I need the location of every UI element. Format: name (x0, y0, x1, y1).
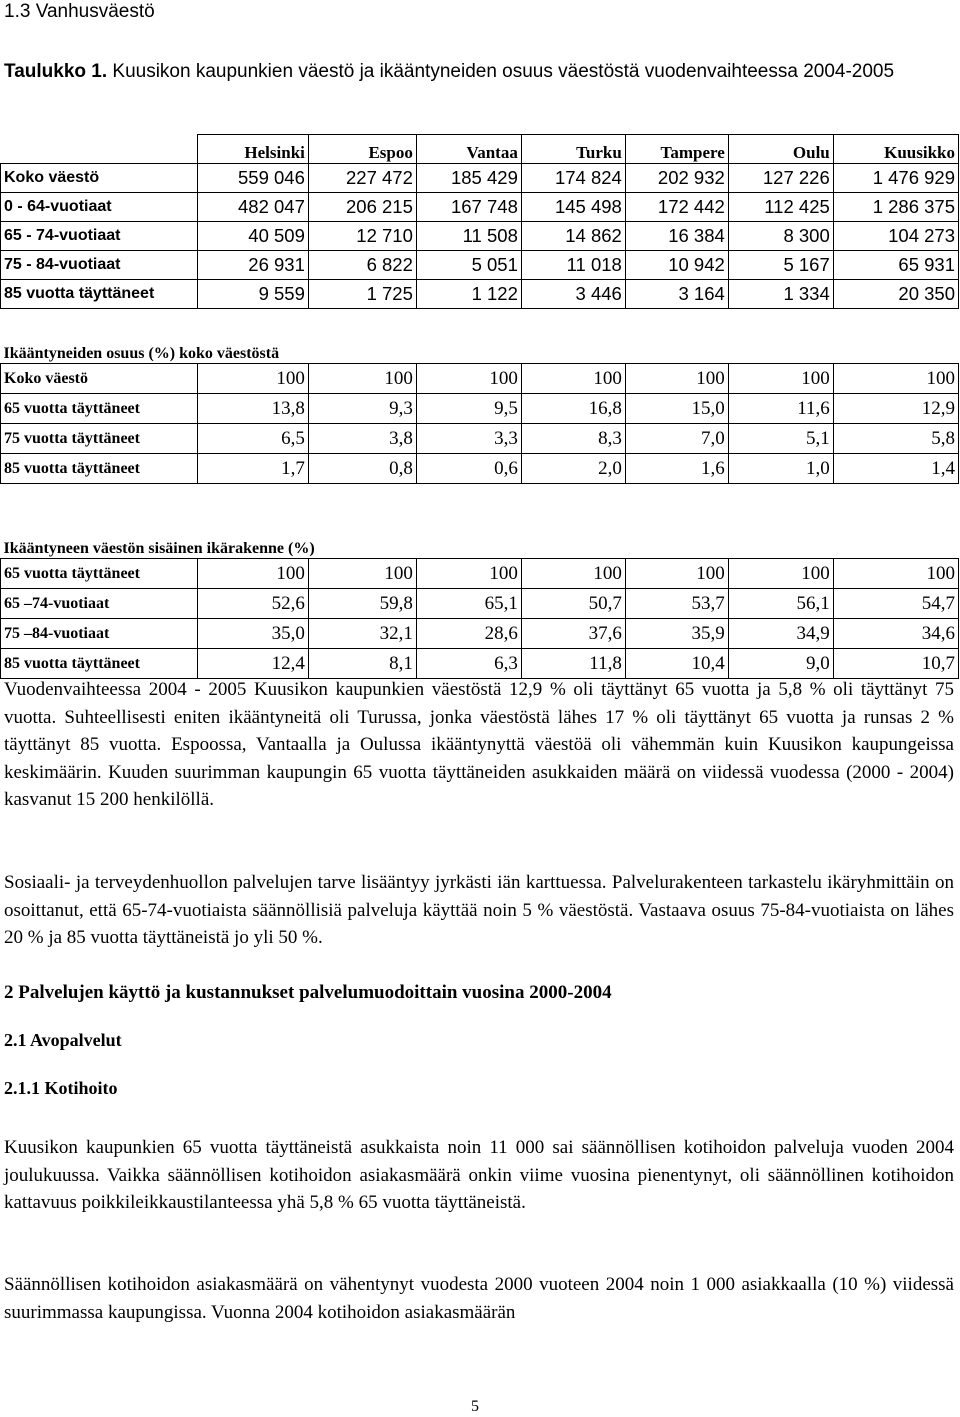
table-row (1, 164, 959, 193)
row-label: Koko väestö (1, 164, 198, 193)
table-cell: 482 047 (197, 193, 308, 222)
section-title: Ikääntyneen väestön sisäinen ikärakenne (%) (3, 540, 315, 557)
table-row (1, 364, 959, 394)
caption-text: Kuusikon kaupunkien väestö ja ikääntyneiden osuus väestöstä vuodenvaihteessa 2004-2005 (112, 61, 895, 82)
table-cell: 100 (197, 364, 308, 394)
row-label: 85 vuotta täyttäneet (1, 280, 198, 309)
table-cell: 15,0 (625, 394, 728, 424)
table-cell: 1,0 (728, 454, 833, 484)
table-cell: 100 (521, 559, 625, 589)
table-cell: 7,0 (625, 424, 728, 454)
table-cell: 6,3 (416, 649, 521, 679)
table-cell: 35,9 (625, 619, 728, 649)
population-table (0, 134, 959, 679)
table-cell: 9 559 (197, 280, 308, 309)
table-row (1, 589, 959, 619)
column-header: Kuusikko (833, 135, 958, 164)
table-cell: 174 824 (521, 164, 625, 193)
table-cell: 227 472 (308, 164, 416, 193)
table-cell: 9,0 (728, 649, 833, 679)
table-cell: 1 334 (728, 280, 833, 309)
table-cell: 0,6 (416, 454, 521, 484)
table-cell: 8 300 (728, 222, 833, 251)
column-header: Tampere (625, 135, 728, 164)
section-gap (1, 484, 959, 523)
column-header: Oulu (728, 135, 833, 164)
table-cell: 1,4 (833, 454, 958, 484)
table-cell: 8,3 (521, 424, 625, 454)
table-cell: 167 748 (416, 193, 521, 222)
table-cell: 8,1 (308, 649, 416, 679)
table-cell: 100 (416, 364, 521, 394)
section-title: 1.3 Vanhusväestö (4, 1, 155, 22)
table-cell: 14 862 (521, 222, 625, 251)
table-cell: 59,8 (308, 589, 416, 619)
table-cell: 5 051 (416, 251, 521, 280)
table-cell: 50,7 (521, 589, 625, 619)
table-cell: 5 167 (728, 251, 833, 280)
table-cell: 202 932 (625, 164, 728, 193)
section-title-row (1, 333, 959, 364)
column-header: Turku (521, 135, 625, 164)
table-cell: 34,6 (833, 619, 958, 649)
table-cell: 100 (625, 364, 728, 394)
table-cell: 52,6 (197, 589, 308, 619)
table-cell: 112 425 (728, 193, 833, 222)
row-label: Koko väestö (1, 364, 198, 394)
table-cell: 100 (833, 559, 958, 589)
table-cell: 10,7 (833, 649, 958, 679)
row-label: 85 vuotta täyttäneet (1, 649, 198, 679)
paragraph-3: Kuusikon kaupunkien 65 vuotta täyttäneistä asukkaista noin 11 000 sai säännöllisen kotihoidon palveluja vuoden 2004 joulukuussa. Vaikka säännöllisen kotihoidon asiakasmäärä onkin viime vuosina pienentynyt, oli säännöllinen kotihoidon kattavuus poikkileikkaustilanteessa yhä 5,8 % 65 vuotta täyttäneistä. (4, 1137, 954, 1213)
table-cell: 185 429 (416, 164, 521, 193)
table-cell: 9,3 (308, 394, 416, 424)
table-cell: 13,8 (197, 394, 308, 424)
row-label: 75 vuotta täyttäneet (1, 424, 198, 454)
table-cell: 11,6 (728, 394, 833, 424)
table-cell: 2,0 (521, 454, 625, 484)
table-cell: 1,6 (625, 454, 728, 484)
table-row (1, 251, 959, 280)
table-cell: 9,5 (416, 394, 521, 424)
table-cell: 3,3 (416, 424, 521, 454)
table-row (1, 394, 959, 424)
table-row (1, 193, 959, 222)
table-cell: 127 226 (728, 164, 833, 193)
table-cell: 100 (625, 559, 728, 589)
table-cell: 559 046 (197, 164, 308, 193)
table-cell: 1 725 (308, 280, 416, 309)
table-cell: 40 509 (197, 222, 308, 251)
table-cell: 145 498 (521, 193, 625, 222)
table-cell: 100 (728, 364, 833, 394)
table-cell: 65,1 (416, 589, 521, 619)
heading-2: 2 Palvelujen käyttö ja kustannukset palvelumuodoittain vuosina 2000-2004 (4, 982, 612, 1003)
row-label: 0 - 64-vuotiaat (1, 193, 198, 222)
table-cell: 100 (197, 559, 308, 589)
table-row (1, 619, 959, 649)
paragraph-1: Vuodenvaihteessa 2004 - 2005 Kuusikon kaupunkien väestöstä 12,9 % oli täyttänyt 65 vuotta ja 5,8 % oli täyttänyt 75 vuotta. Suhteellisesti eniten ikääntyneitä oli Turussa, jonka väestöstä lähes 17 % oli täyttänyt 65 vuotta ja runsas 2 % täyttänyt 85 vuotta. Espoossa, Vantaalla ja Oulussa ikääntynyttä väestöä oli vähemmän kuin Kuusikon kaupungeissa keskimäärin. Kuuden suurimman kaupungin 65 vuotta täyttäneiden asukkaiden määrä on viidessä vuodessa (2000 - 2004) kasvanut 15 200 henkilöllä. (4, 679, 954, 810)
table-cell: 16,8 (521, 394, 625, 424)
table-cell: 6 822 (308, 251, 416, 280)
table-caption (4, 58, 956, 85)
table-cell: 206 215 (308, 193, 416, 222)
paragraph-4: Säännöllisen kotihoidon asiakasmäärä on vähentynyt vuodesta 2000 vuoteen 2004 noin 1 000 asiakkaalla (10 %) viidessä suurimmassa kaupungissa. Vuonna 2004 kotihoidon asiakasmäärän (4, 1274, 954, 1323)
table-cell: 11,8 (521, 649, 625, 679)
table-cell: 100 (833, 364, 958, 394)
table-cell: 100 (308, 364, 416, 394)
table-cell: 100 (521, 364, 625, 394)
page-number: 5 (471, 1398, 479, 1415)
table-cell: 100 (728, 559, 833, 589)
table-cell: 26 931 (197, 251, 308, 280)
caption-label: Taulukko 1. (4, 61, 108, 82)
table-cell: 172 442 (625, 193, 728, 222)
table-cell: 1 286 375 (833, 193, 958, 222)
heading-2-1: 2.1 Avopalvelut (4, 1030, 122, 1050)
table-cell: 100 (416, 559, 521, 589)
table-cell: 54,7 (833, 589, 958, 619)
table-cell: 0,8 (308, 454, 416, 484)
table-cell: 12,9 (833, 394, 958, 424)
table-cell: 100 (308, 559, 416, 589)
table-cell: 53,7 (625, 589, 728, 619)
paragraph-2: Sosiaali- ja terveydenhuollon palvelujen tarve lisääntyy jyrkästi iän karttuessa. Palvelurakenteen tarkastelu ikäryhmittäin on osoittanut, että 65-74-vuotiaista säännöllisiä palveluja käyttää noin 5 % väestöstä. Vastaava osuus 75-84-vuotiaista on lähes 20 % ja 85 vuotta täyttäneistä jo yli 50 %. (4, 872, 954, 948)
table-cell: 1 122 (416, 280, 521, 309)
table-cell: 37,6 (521, 619, 625, 649)
table-header-row (1, 135, 959, 164)
table-cell: 65 931 (833, 251, 958, 280)
table-row (1, 222, 959, 251)
table-cell: 1,7 (197, 454, 308, 484)
table-cell: 5,1 (728, 424, 833, 454)
section-title: Ikääntyneiden osuus (%) koko väestöstä (3, 345, 280, 362)
table-cell: 1 476 929 (833, 164, 958, 193)
table-cell: 56,1 (728, 589, 833, 619)
table-row (1, 559, 959, 589)
table-row (1, 649, 959, 679)
row-label: 65 vuotta täyttäneet (1, 559, 198, 589)
table-cell: 5,8 (833, 424, 958, 454)
table-row (1, 280, 959, 309)
table-cell: 3 446 (521, 280, 625, 309)
row-label: 75 - 84-vuotiaat (1, 251, 198, 280)
column-header: Vantaa (416, 135, 521, 164)
row-label: 75 –84-vuotiaat (1, 619, 198, 649)
row-label: 65 vuotta täyttäneet (1, 394, 198, 424)
table-cell: 35,0 (197, 619, 308, 649)
table-cell: 20 350 (833, 280, 958, 309)
table-cell: 104 273 (833, 222, 958, 251)
table-cell: 28,6 (416, 619, 521, 649)
column-header: Helsinki (197, 135, 308, 164)
table-cell: 16 384 (625, 222, 728, 251)
table-row (1, 424, 959, 454)
heading-2-1-1: 2.1.1 Kotihoito (4, 1078, 118, 1098)
column-header: Espoo (308, 135, 416, 164)
section-gap (1, 309, 959, 334)
table-cell: 3 164 (625, 280, 728, 309)
section-title-row (1, 522, 959, 559)
row-label: 65 –74-vuotiaat (1, 589, 198, 619)
row-label: 65 - 74-vuotiaat (1, 222, 198, 251)
table-cell: 10,4 (625, 649, 728, 679)
table-cell: 12,4 (197, 649, 308, 679)
row-label: 85 vuotta täyttäneet (1, 454, 198, 484)
table-cell: 10 942 (625, 251, 728, 280)
table-cell: 34,9 (728, 619, 833, 649)
table-cell: 11 508 (416, 222, 521, 251)
header-blank-cell (1, 135, 198, 164)
table-row (1, 454, 959, 484)
table-cell: 6,5 (197, 424, 308, 454)
table-cell: 11 018 (521, 251, 625, 280)
table-cell: 32,1 (308, 619, 416, 649)
table-cell: 12 710 (308, 222, 416, 251)
table-cell: 3,8 (308, 424, 416, 454)
